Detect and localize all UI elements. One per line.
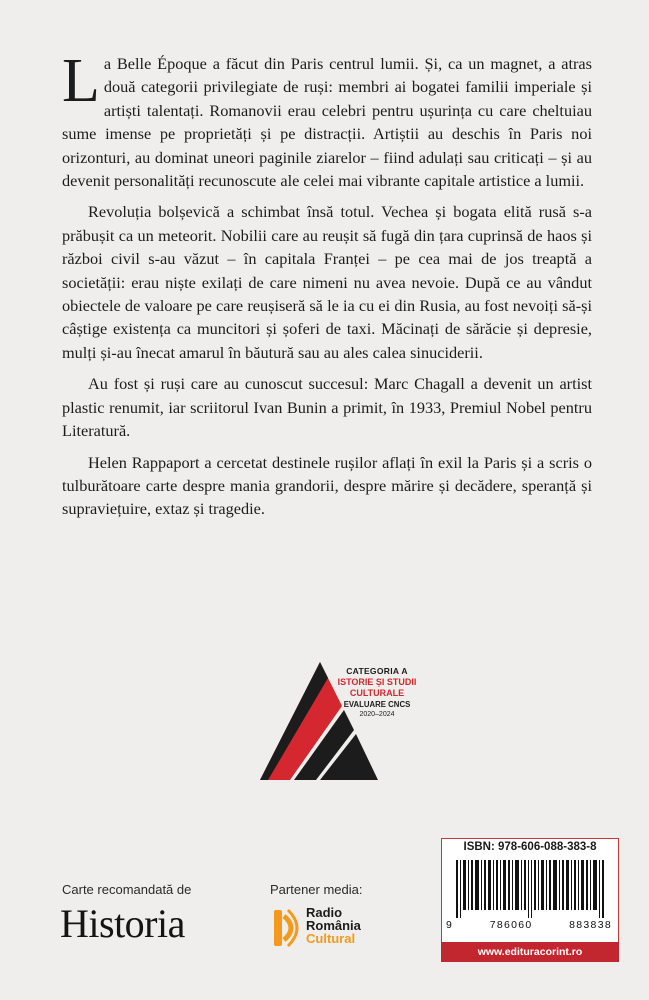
historia-logo: Historia xyxy=(60,901,185,946)
description-paragraph-1: La Belle Époque a făcut din Paris centrul lumii. Și, ca un magnet, a atras două categorii privilegiate de ruși: membri ai bogatei familii imperiale și artiști talentați. Romanovii erau celebri pentru ușurința cu care cheltuiau sume imense pe proprietăți și pe distracții. Artiștii au deschis în Paris noi orizonturi, au dominat uneori paginile ziarelor – fiind adulați sau criticați – și au devenit personalități recunoscute ale celei mai vibrante capitale artistice a lumii. xyxy=(62,47,592,191)
description-paragraph-3: Au fost și ruși care au cunoscut succesul: Marc Chagall a devenit un artist plastic renumit, iar scriitorul Ivan Bunin a primit, în 1933, Premiul Nobel pentru Literatură. xyxy=(62,374,592,441)
description-paragraph-2: Revoluția bolșevică a schimbat însă totul. Vechea și bogata elită rusă s-a prăbușit ca un meteorit. Nobilii care au reușit să fugă din țara cuprinsă de haos și război civil s-au văzut – în capitala Franței – pe cea mai de jos treaptă a societății: erau niște exilați de care nimeni nu avea nevoie. După ce au vândut obiectele de valoare pe care reușiseră să le ia cu ei din Rusia, au fost nevoiți să-și câștige existența ca muncitori și șoferi de taxi. Măcinați de sărăcie și depresie, mulți și-au înecat amarul în băutură sau au ales calea sinuciderii. xyxy=(62,202,592,362)
partner-label: Partener media: xyxy=(270,882,363,897)
radio-waves-icon xyxy=(272,908,302,948)
recommendation-label: Carte recomandată de xyxy=(62,882,192,897)
cncs-badge xyxy=(322,666,432,720)
badge-domain-line2: CULTURALE xyxy=(349,688,405,698)
radio-line1: Radio xyxy=(306,905,343,920)
barcode xyxy=(456,860,606,918)
description-text xyxy=(62,47,592,529)
badge-category: CATEGORIA A xyxy=(346,666,408,676)
dropcap-letter: L xyxy=(62,47,100,115)
radio-line3: Cultural xyxy=(306,931,356,946)
isbn-box xyxy=(441,838,619,944)
barcode-digits: 9 786060 883838 xyxy=(446,919,612,931)
badge-years: 2020–2024 xyxy=(359,711,395,718)
radio-line2: România xyxy=(306,918,361,933)
isbn-label: ISBN: 978-606-088-383-8 xyxy=(463,841,597,853)
radio-romania-cultural-logo xyxy=(272,906,392,952)
badge-domain-line1: ISTORIE ȘI STUDII xyxy=(337,677,417,687)
badge-evaluation: EVALUARE CNCS xyxy=(343,700,411,709)
description-paragraph-4: Helen Rappaport a cercetat destinele rușilor aflați în exil la Paris și a scris o tulburătoare carte despre mania grandorii, despre mărire și decădere, speranță și supraviețuire, extaz și tragedie. xyxy=(62,452,592,519)
publisher-website-link[interactable]: www.edituracorint.ro xyxy=(441,942,619,962)
